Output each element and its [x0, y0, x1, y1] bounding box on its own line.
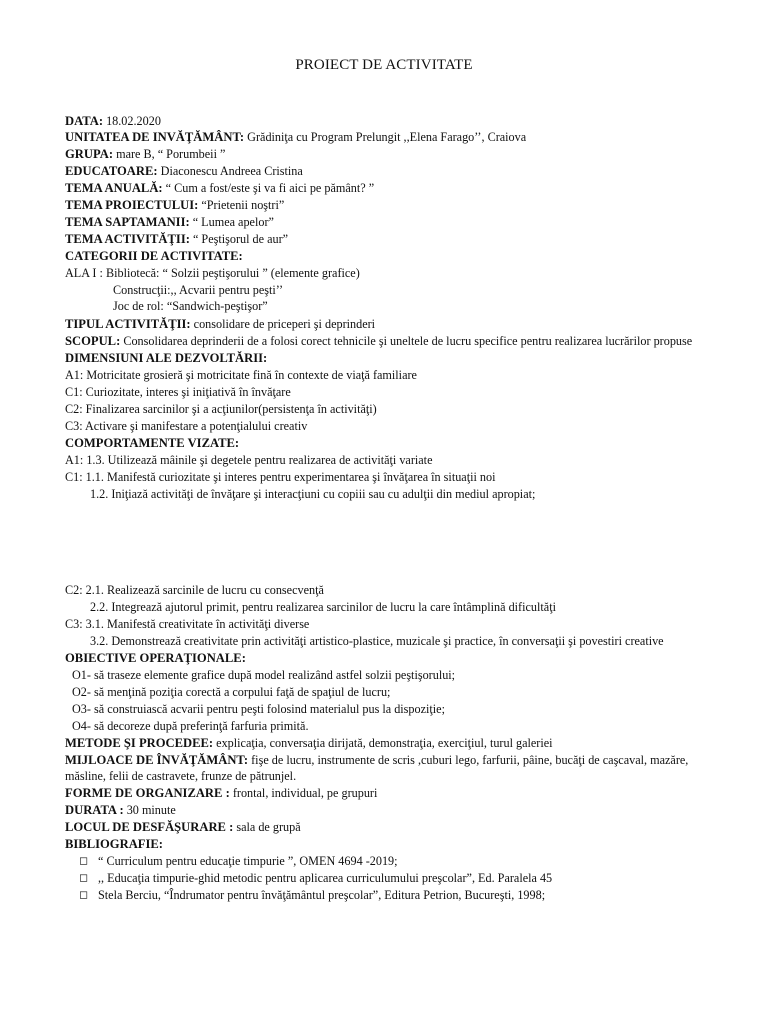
- comportament-item: A1: 1.3. Utilizează mâinile şi degetele pentru realizarea de activităţi variate: [65, 453, 433, 467]
- field-label: MIJLOACE DE ÎNVĂŢĂMÂNT:: [65, 753, 249, 767]
- bullet-icon: ◻: [79, 889, 89, 901]
- field-label: EDUCATOARE:: [65, 164, 158, 178]
- section-categorii: [65, 248, 243, 264]
- field-value: “ Cum a fost/este şi va fi aici pe pământ? ”: [162, 181, 375, 195]
- section-obiective: [65, 650, 246, 666]
- field-value: “ Peştişorul de aur”: [189, 232, 289, 246]
- obiectiv-item: O2- să menţină poziţia corectă a corpului faţă de spaţiul de lucru;: [72, 685, 391, 699]
- field-scopul: [65, 333, 692, 349]
- field-forme: [65, 785, 377, 801]
- field-value: “Prietenii noştri”: [198, 198, 285, 212]
- field-value: mare B, “ Porumbeii ”: [113, 147, 226, 161]
- bibliography-item: “ Curriculum pentru educaţie timpurie ”, OMEN 4694 -2019;: [98, 854, 398, 868]
- field-value: explicaţia, conversaţia dirijată, demonstraţia, exerciţiul, turul galeriei: [213, 736, 553, 750]
- section-heading: OBIECTIVE OPERAŢIONALE:: [65, 651, 246, 665]
- field-label: LOCUL DE DESFĂŞURARE :: [65, 820, 234, 834]
- ala-line-1: ALA I : Bibliotecă: “ Solzii peştişorului ” (elemente grafice): [65, 266, 360, 280]
- bullet-icon: ◻: [79, 872, 89, 884]
- section-dimensiuni: [65, 350, 267, 366]
- field-label: METODE ŞI PROCEDEE:: [65, 736, 214, 750]
- field-label: GRUPA:: [65, 147, 114, 161]
- field-grupa: [65, 146, 225, 162]
- document-title: PROIECT DE ACTIVITATE: [295, 57, 473, 73]
- comportament-item: C1: 1.1. Manifestă curiozitate şi interes pentru experimentarea şi învăţarea în situaţii noi: [65, 470, 496, 484]
- field-mijloace-cont: măsline, felii de castravete, frunze de pătrunjel.: [65, 769, 297, 783]
- field-label: TEMA PROIECTULUI:: [65, 198, 199, 212]
- field-value: sala de grupă: [233, 820, 301, 834]
- section-heading: BIBLIOGRAFIE:: [65, 837, 163, 851]
- section-heading: DIMENSIUNI ALE DEZVOLTĂRII:: [65, 351, 268, 365]
- obiectiv-item: O1- să traseze elemente grafice după model realizând astfel solzii peştişorului;: [72, 668, 456, 682]
- field-label: DURATA :: [65, 803, 124, 817]
- ala-line-3: Joc de rol: “Sandwich-peştişor”: [113, 299, 268, 313]
- comportament-item: C2: 2.1. Realizează sarcinile de lucru cu consecvenţă: [65, 583, 324, 597]
- obiectiv-item: O3- să construiască acvarii pentru peşti folosind materialul pus la dispoziţie;: [72, 702, 445, 716]
- obiectiv-item: O4- să decoreze după preferinţă farfuria primită.: [72, 719, 309, 733]
- comportament-item: 3.2. Demonstrează creativitate prin activităţi artistico-plastice, muzicale şi practice, în conversaţii şi povestiri creative: [90, 634, 664, 648]
- field-data: [65, 113, 161, 129]
- section-comportamente: [65, 435, 239, 451]
- field-value: Grădiniţa cu Program Prelungit ,,Elena Farago’’, Craiova: [244, 130, 527, 144]
- section-heading: COMPORTAMENTE VIZATE:: [65, 436, 240, 450]
- bullet-icon: ◻: [79, 855, 89, 867]
- field-label: TEMA SAPTAMANII:: [65, 215, 190, 229]
- comportament-item: 2.2. Integrează ajutorul primit, pentru realizarea sarcinilor de lucru la care întâmplină dificultăţi: [90, 600, 556, 614]
- field-label: FORME DE ORGANIZARE :: [65, 786, 230, 800]
- field-tipul: [65, 316, 375, 332]
- field-value: “ Lumea apelor”: [189, 215, 274, 229]
- field-value: Consolidarea deprinderii de a folosi corect tehnicile şi uneltele de lucru specifice pentru realizarea lucrărilor propuse: [120, 334, 693, 348]
- field-tema-saptamanii: [65, 214, 274, 230]
- field-mijloace: [65, 752, 688, 768]
- comportament-item: 1.2. Iniţiază activităţi de învăţare şi interacţiuni cu copiii sau cu adulţii din mediul apropiat;: [90, 487, 536, 501]
- field-label: TIPUL ACTIVITĂŢII:: [65, 317, 191, 331]
- field-label: DATA:: [65, 114, 104, 128]
- bibliography-item: Stela Berciu, “Îndrumator pentru învăţământul preşcolar”, Editura Petrion, Bucureşti, 1998;: [98, 888, 546, 902]
- field-metode: [65, 735, 553, 751]
- field-label: TEMA ANUALĂ:: [65, 181, 163, 195]
- section-bibliografie: [65, 836, 163, 852]
- field-label: SCOPUL:: [65, 334, 121, 348]
- field-tema-proiectului: [65, 197, 284, 213]
- dimensiune-item: C2: Finalizarea sarcinilor şi a acţiunilor(persistenţa în activităţi): [65, 402, 377, 416]
- field-tema-anuala: [65, 180, 374, 196]
- field-label: TEMA ACTIVITĂŢII:: [65, 232, 190, 246]
- field-unitatea: [65, 129, 526, 145]
- field-value: fişe de lucru, instrumente de scris ,cuburi lego, farfurii, pâine, bucăţi de caşcaval, mazăre,: [248, 753, 689, 767]
- field-value: 18.02.2020: [103, 114, 161, 128]
- section-heading: CATEGORII DE ACTIVITATE:: [65, 249, 243, 263]
- field-educatoare: [65, 163, 303, 179]
- ala-line-2: Construcţii:,, Acvarii pentru peşti’’: [113, 283, 284, 297]
- field-value: frontal, individual, pe grupuri: [229, 786, 378, 800]
- field-tema-activitatii: [65, 231, 288, 247]
- field-value: Diaconescu Andreea Cristina: [157, 164, 303, 178]
- field-value: 30 minute: [123, 803, 176, 817]
- bibliography-item: ,, Educaţia timpurie-ghid metodic pentru aplicarea curriculumului preşcolar”, Ed. Paralela 45: [98, 871, 553, 885]
- comportament-item: C3: 3.1. Manifestă creativitate în activităţi diverse: [65, 617, 310, 631]
- field-value: consolidare de priceperi şi deprinderi: [190, 317, 376, 331]
- field-locul: [65, 819, 301, 835]
- dimensiune-item: C1: Curiozitate, interes şi iniţiativă în învăţare: [65, 385, 291, 399]
- field-label: UNITATEA DE INVĂŢĂMÂNT:: [65, 130, 245, 144]
- field-durata: [65, 802, 176, 818]
- dimensiune-item: C3: Activare şi manifestare a potenţialului creativ: [65, 419, 308, 433]
- dimensiune-item: A1: Motricitate grosieră şi motricitate fină în contexte de viaţă familiare: [65, 368, 417, 382]
